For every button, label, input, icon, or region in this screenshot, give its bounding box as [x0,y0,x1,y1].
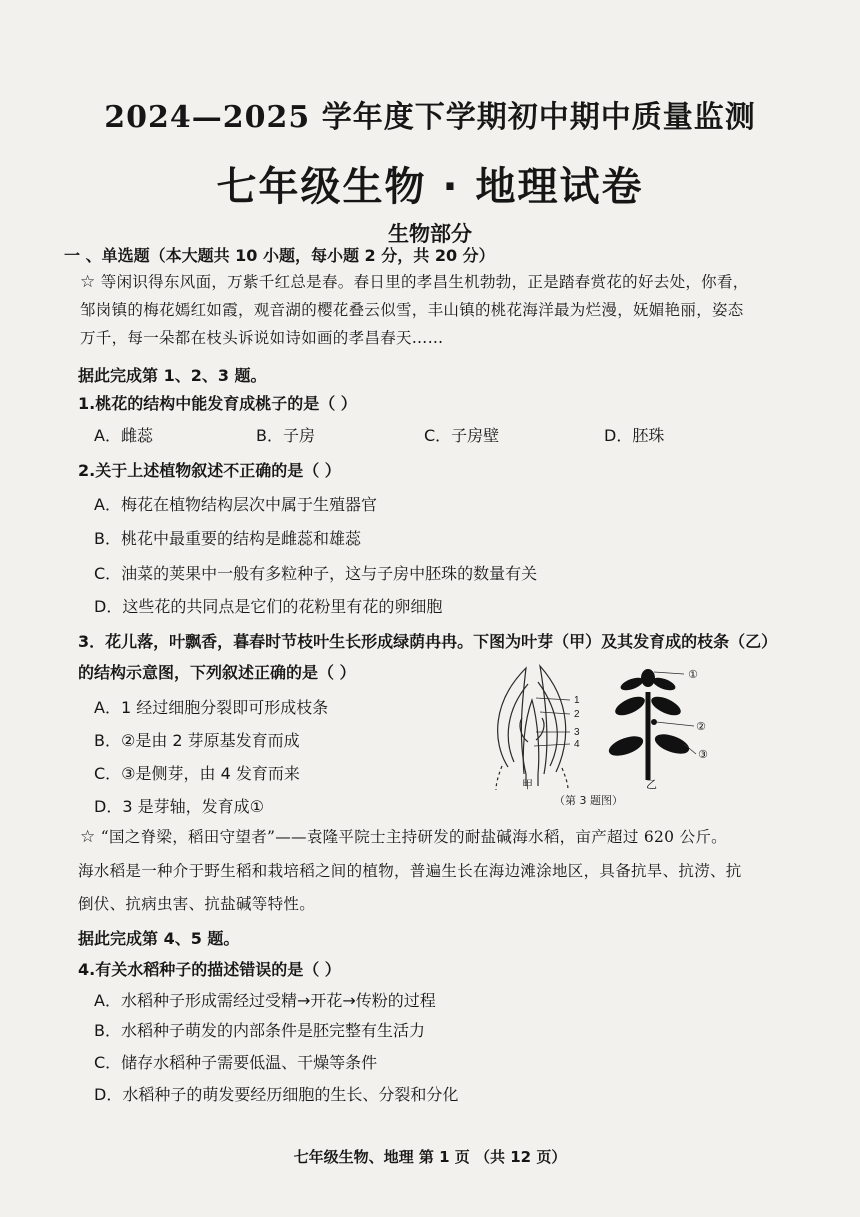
exam-subtitle: 七年级生物 · 地理试卷 [216,164,644,210]
passage-line: 海水稻是一种介于野生稻和栽培稻之间的植物，普遍生长在海边滩涂地区，具备抗旱、抗涝、抗 [78,862,742,880]
question-4-stem: 4.有关水稻种子的描述错误的是（ ） [78,960,341,979]
passage-text: “国之脊梁，稻田守望者”——袁隆平院士主持研发的耐盐碱海水稻，亩产超过 620 公斤。 [100,828,727,846]
q2-option-c: C．油菜的荚果中一般有多粒种子，这与子房中胚珠的数量有关 [94,564,538,583]
section-title: 生物部分 [388,222,472,246]
part-heading: 一 、单选题（本大题共 10 小题，每小题 2 分，共 20 分） [64,246,495,265]
passage-line [80,826,727,848]
branch-label-2: ② [696,720,706,733]
bud-branch-diagram [478,662,728,812]
q1-option-c: C．子房壁 [424,426,500,445]
exam-title: 2024—2025 学年度下学期初中期中质量监测 [104,100,756,135]
caption-yi: 乙 [646,778,657,791]
q1-option-d: D．胚珠 [604,426,665,445]
bud-label-4: 4 [574,739,580,750]
star-icon: ☆ [80,272,96,292]
q2-option-b: B．桃花中最重要的结构是雌蕊和雄蕊 [94,529,361,548]
q3-option-a: A．1 经过细胞分裂即可形成枝条 [94,698,329,717]
instruction: 据此完成第 4、5 题。 [78,929,240,948]
q4-option-c: C．储存水稻种子需要低温、干燥等条件 [94,1053,378,1072]
q2-option-d: D．这些花的共同点是它们的花粉里有花的卵细胞 [94,597,443,616]
leaf-bud-drawing [496,666,568,790]
q4-option-d: D．水稻种子的萌发要经历细胞的生长、分裂和分化 [94,1085,459,1104]
q3-option-d: D．3 是芽轴，发育成① [94,797,264,816]
q4-option-b: B．水稻种子萌发的内部条件是胚完整有生活力 [94,1021,425,1040]
passage-line: 万千，每一朵都在枝头诉说如诗如画的孝昌春天…… [80,329,444,347]
bud-label-1: 1 [574,695,580,706]
star-icon: ☆ [80,827,96,847]
branch-label-1: ① [688,668,698,681]
bud-label-3: 3 [574,727,580,738]
page-footer: 七年级生物、地理 第 1 页 （共 12 页） [293,1148,567,1166]
question-3-stem: 的结构示意图，下列叙述正确的是（ ） [78,663,356,682]
question-2-stem: 2.关于上述植物叙述不正确的是（ ） [78,461,341,480]
leader-lines [534,698,570,746]
passage-line: 倒伏、抗病虫害、抗盐碱等特性。 [78,895,316,913]
passage-text: 等闲识得东风面，万紫千红总是春。春日里的孝昌生机勃勃，正是踏春赏花的好去处，你看， [100,273,749,291]
bud-label-2: 2 [574,709,580,720]
figure-caption: （第 3 题图） [554,794,623,807]
q2-option-a: A．梅花在植物结构层次中属于生殖器官 [94,495,377,514]
passage-line: 邹岗镇的梅花嫣红如霞，观音湖的樱花叠云似雪，丰山镇的桃花海洋最为烂漫，妩媚艳丽，姿态 [80,301,744,319]
branch-label-3: ③ [698,748,708,761]
passage-line [80,271,749,293]
leaf-bud-figure [478,662,728,812]
caption-jia: 甲 [522,778,533,791]
q1-option-b: B．子房 [256,426,315,445]
branch-drawing [606,669,696,780]
question-1-stem: 1.桃花的结构中能发育成桃子的是（ ） [78,394,357,413]
q4-option-a: A．水稻种子形成需经过受精→开花→传粉的过程 [94,991,436,1010]
instruction: 据此完成第 1、2、3 题。 [78,366,267,385]
q1-option-a: A．雌蕊 [94,426,153,445]
q3-option-b: B．②是由 2 芽原基发育而成 [94,731,300,750]
q3-option-c: C．③是侧芽，由 4 发育而来 [94,764,300,783]
question-3-stem: 3．花儿落，叶飘香，暮春时节枝叶生长形成绿荫冉冉。下图为叶芽（甲）及其发育成的枝条（乙） [78,632,778,651]
